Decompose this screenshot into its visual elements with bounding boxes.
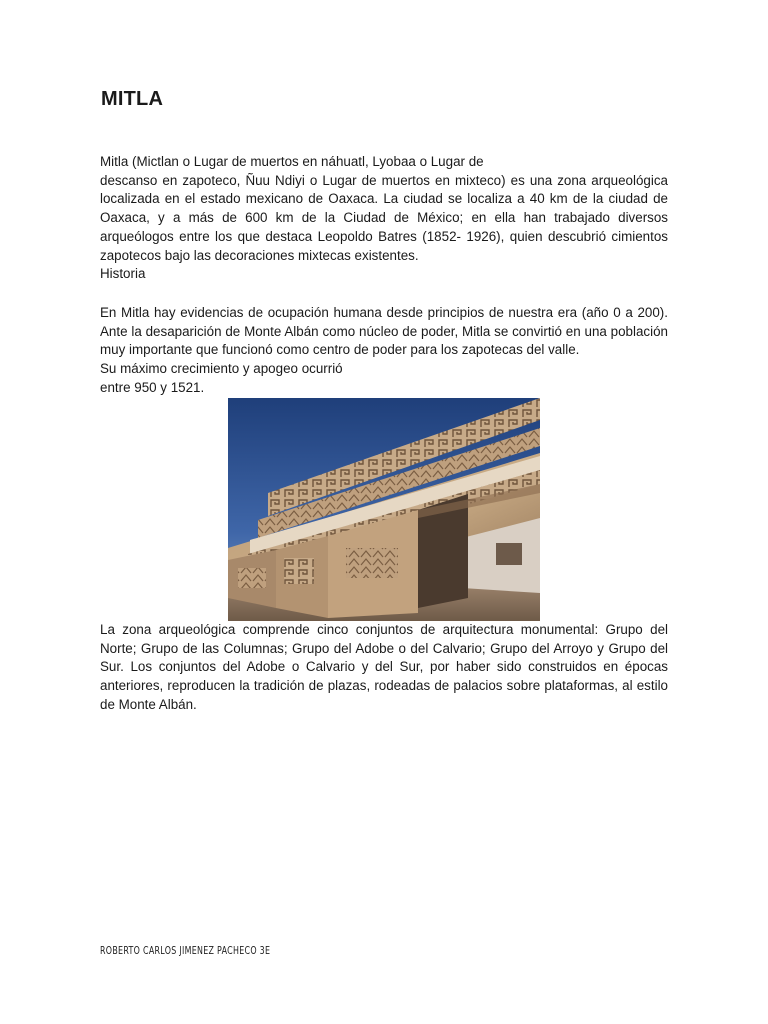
zona-section xyxy=(100,621,668,715)
historia-heading: Historia xyxy=(100,266,146,282)
intro-section xyxy=(100,153,668,284)
historia-line-apogeo: Su máximo crecimiento y apogeo ocurrió xyxy=(100,361,343,377)
zona-paragraph: La zona arqueológica comprende cinco conjuntos de arquitectura monumental: Grupo del Norte; Grupo de las Columnas; Grupo del Adobe o del Calvario; Grupo del Arroyo y Grupo del Sur. Los conjuntos del Adobe o Calvario y del Sur, por haber sido construidos en épocas anteriores, reproducen la tradición de plazas, rodeadas de palacios sobre plataformas, al estilo de Monte Albán. xyxy=(100,622,668,712)
intro-paragraph: descanso en zapoteco, Ñuu Ndiyi o Lugar de muertos en mixteco) es una zona arqueológica localizada en el estado mexicano de Oaxaca. La ciudad se localiza a 40 km de la ciudad de Oaxaca, y a más de 600 km de la Ciudad de México; en ella han trabajado diversos arqueólogos entre los que destaca Leopoldo Batres (1852- 1926), quien descubrió cimientos zapotecos bajo las decoraciones mixtecas existentes. xyxy=(100,172,668,263)
footer-author: ROBERTO CARLOS JIMENEZ PACHECO 3E xyxy=(100,944,271,957)
intro-first-line: Mitla (Mictlan o Lugar de muertos en náhuatl, Lyobaa o Lugar de xyxy=(100,154,484,169)
mitla-ruins-photo xyxy=(228,398,540,621)
historia-section xyxy=(100,304,668,398)
page-title: MITLA xyxy=(101,88,164,110)
historia-line-dates: entre 950 y 1521. xyxy=(100,379,205,395)
historia-paragraph: En Mitla hay evidencias de ocupación humana desde principios de nuestra era (año 0 a 200). Ante la desaparición de Monte Albán como núcleo de poder, Mitla se convirtió en una población muy importante que funcionó como centro de poder para los zapotecas del valle. xyxy=(100,305,668,358)
